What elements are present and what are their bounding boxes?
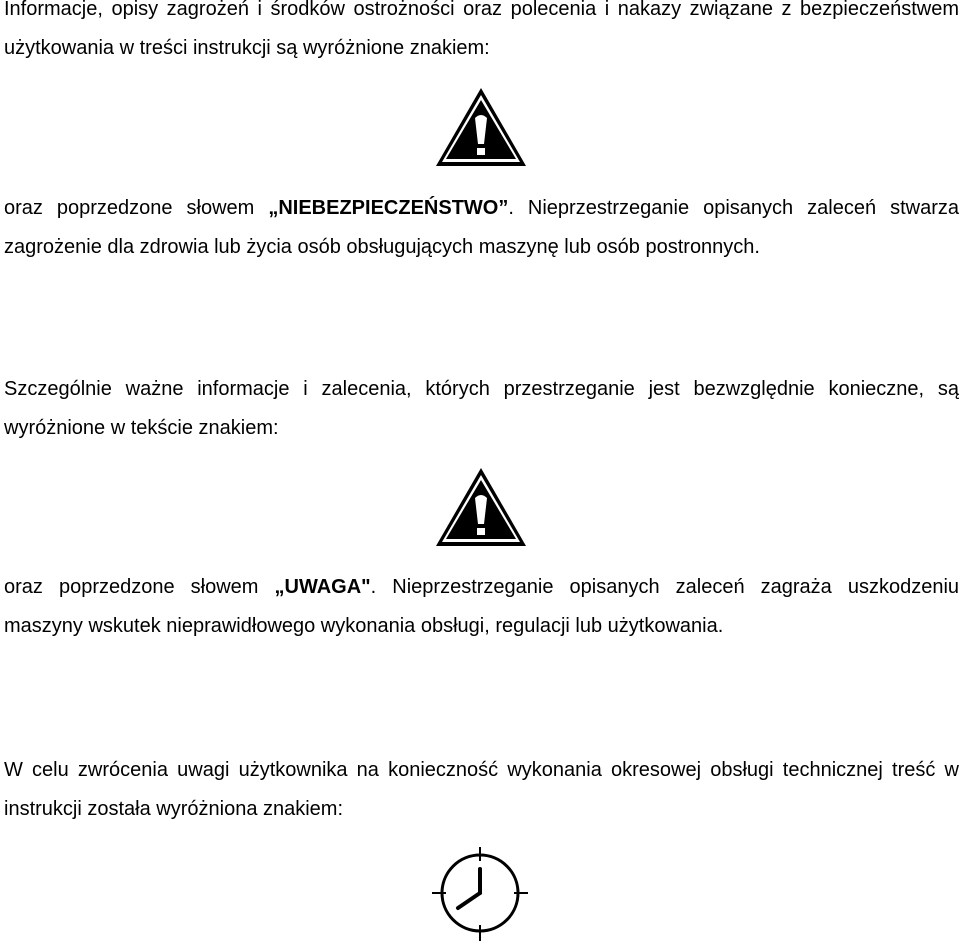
- danger-text-after: . Nieprzestrzeganie opisanych zaleceń stwarza zagrożenie dla zdrowia lub życia osób obsługujących maszynę lub osób postronnych.: [4, 197, 960, 258]
- intro-paragraph: [4, 0, 959, 68]
- caution-paragraph: [4, 568, 959, 646]
- danger-keyword: „NIEBEZPIECZEŃSTWO”: [268, 197, 509, 219]
- maintenance-text: W celu zwrócenia uwagi użytkownika na konieczność wykonania okresowej obsługi technicznej treść w instrukcji została wyróżniona znakiem:: [4, 759, 959, 820]
- caution-text-before: oraz poprzedzone słowem: [4, 576, 275, 598]
- important-paragraph: [4, 370, 959, 448]
- clock-icon: [432, 847, 528, 941]
- warning-triangle-icon: [434, 86, 528, 168]
- danger-paragraph: [4, 189, 959, 267]
- intro-text: Informacje, opisy zagrożeń i środków ostrożności oraz polecenia i nakazy związane z bezpieczeństwem użytkowania w treści instrukcji są wyróżnione znakiem:: [4, 0, 959, 59]
- important-text: Szczególnie ważne informacje i zalecenia, których przestrzeganie jest bezwzględnie konieczne, są wyróżnione w tekście znakiem:: [4, 378, 959, 439]
- warning-triangle-icon: [434, 466, 528, 548]
- maintenance-paragraph: [4, 751, 959, 829]
- danger-text-before: oraz poprzedzone słowem: [4, 197, 269, 219]
- caution-keyword: „UWAGA": [274, 576, 371, 598]
- caution-text-after: . Nieprzestrzeganie opisanych zaleceń zagraża uszkodzeniu maszyny wskutek nieprawidłowego wykonania obsługi, regulacji lub użytkowania.: [4, 576, 960, 637]
